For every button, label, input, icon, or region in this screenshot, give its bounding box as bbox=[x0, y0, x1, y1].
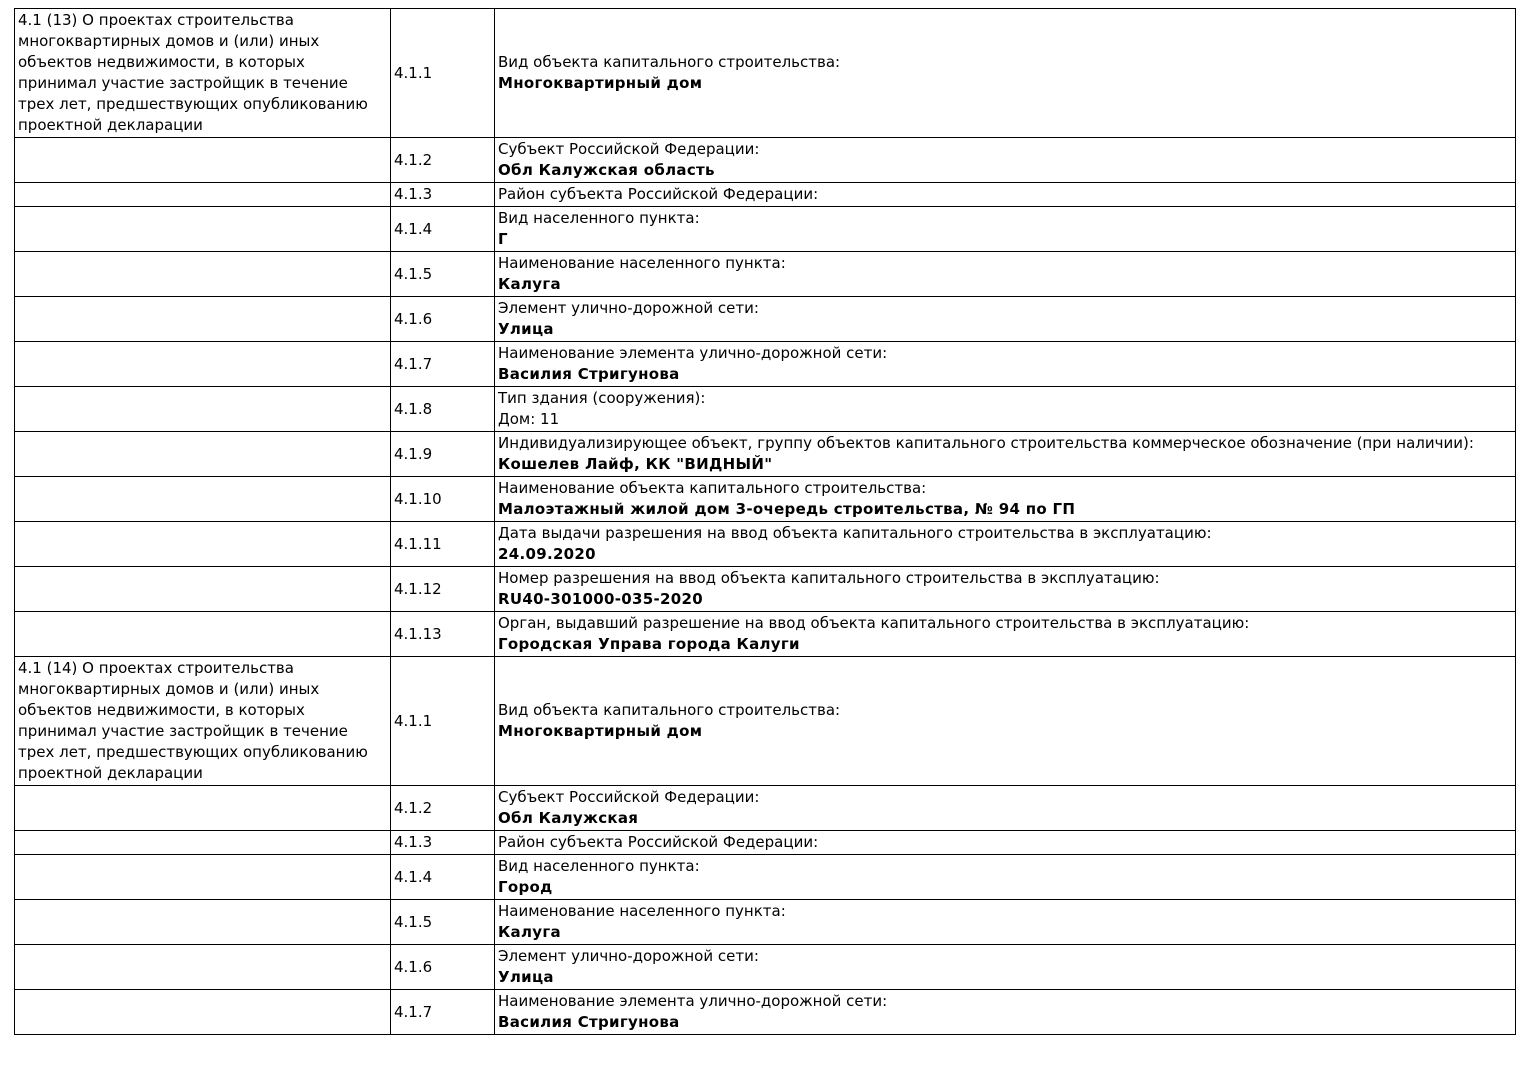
row-field-cell bbox=[495, 138, 1516, 183]
field-label: Вид населенного пункта: bbox=[498, 209, 700, 227]
row-number: 4.1.9 bbox=[391, 432, 495, 477]
field-value: Кошелев Лайф, КК "ВИДНЫЙ" bbox=[498, 455, 773, 473]
field-label: Вид объекта капитального строительства: bbox=[498, 53, 841, 71]
row-number: 4.1.12 bbox=[391, 567, 495, 612]
field-label: Орган, выдавший разрешение на ввод объекта капитального строительства в эксплуатацию: bbox=[498, 614, 1250, 632]
row-field-cell bbox=[495, 297, 1516, 342]
field-value: Малоэтажный жилой дом 3-очередь строительства, № 94 по ГП bbox=[498, 500, 1076, 518]
project-declaration-table bbox=[14, 8, 1516, 1035]
table-row bbox=[15, 387, 1516, 432]
section-description-empty-cell bbox=[15, 900, 391, 945]
table-row bbox=[15, 786, 1516, 831]
row-field-cell bbox=[495, 252, 1516, 297]
section-description: 4.1 (13) О проектах строительства многоквартирных домов и (или) иных объектов недвижимости, в которых принимал участие застройщик в течение трех лет, предшествующих опубликованию проектной декларации bbox=[15, 9, 391, 138]
row-number: 4.1.5 bbox=[391, 900, 495, 945]
row-number: 4.1.4 bbox=[391, 207, 495, 252]
field-label: Наименование объекта капитального строительства: bbox=[498, 479, 927, 497]
section-description-empty-cell bbox=[15, 297, 391, 342]
section-description-empty-cell bbox=[15, 522, 391, 567]
row-field-cell bbox=[495, 831, 1516, 855]
table-row bbox=[15, 831, 1516, 855]
field-value: Многоквартирный дом bbox=[498, 722, 703, 740]
table-row bbox=[15, 342, 1516, 387]
row-number: 4.1.1 bbox=[391, 657, 495, 786]
table-row bbox=[15, 183, 1516, 207]
row-field-cell bbox=[495, 900, 1516, 945]
section-description-empty-cell bbox=[15, 945, 391, 990]
row-number: 4.1.2 bbox=[391, 138, 495, 183]
section-description-empty-cell bbox=[15, 567, 391, 612]
section-description-empty-cell bbox=[15, 342, 391, 387]
field-value: RU40-301000-035-2020 bbox=[498, 590, 703, 608]
row-field-cell bbox=[495, 990, 1516, 1035]
row-field-cell bbox=[495, 945, 1516, 990]
table-row bbox=[15, 657, 1516, 786]
table-row bbox=[15, 990, 1516, 1035]
field-value: Дом: 11 bbox=[498, 410, 560, 428]
table-row bbox=[15, 855, 1516, 900]
row-field-cell bbox=[495, 612, 1516, 657]
row-field-cell bbox=[495, 183, 1516, 207]
field-value: Василия Стригунова bbox=[498, 365, 680, 383]
field-label: Элемент улично-дорожной сети: bbox=[498, 299, 759, 317]
row-number: 4.1.13 bbox=[391, 612, 495, 657]
row-number: 4.1.5 bbox=[391, 252, 495, 297]
table-row bbox=[15, 252, 1516, 297]
field-label: Элемент улично-дорожной сети: bbox=[498, 947, 759, 965]
field-label: Наименование элемента улично-дорожной сети: bbox=[498, 992, 888, 1010]
section-description: 4.1 (14) О проектах строительства многоквартирных домов и (или) иных объектов недвижимости, в которых принимал участие застройщик в течение трех лет, предшествующих опубликованию проектной декларации bbox=[15, 657, 391, 786]
field-value: Г bbox=[498, 230, 508, 248]
field-value: Улица bbox=[498, 320, 554, 338]
field-label: Дата выдачи разрешения на ввод объекта капитального строительства в эксплуатацию: bbox=[498, 524, 1212, 542]
table-row bbox=[15, 138, 1516, 183]
row-number: 4.1.11 bbox=[391, 522, 495, 567]
field-value: Многоквартирный дом bbox=[498, 74, 703, 92]
field-label: Тип здания (сооружения): bbox=[498, 389, 706, 407]
field-value: Город bbox=[498, 878, 553, 896]
row-field-cell bbox=[495, 207, 1516, 252]
row-field-cell bbox=[495, 9, 1516, 138]
row-number: 4.1.3 bbox=[391, 831, 495, 855]
section-description-empty-cell bbox=[15, 207, 391, 252]
row-number: 4.1.7 bbox=[391, 990, 495, 1035]
section-description-empty-cell bbox=[15, 477, 391, 522]
row-number: 4.1.10 bbox=[391, 477, 495, 522]
field-label: Субъект Российской Федерации: bbox=[498, 788, 760, 806]
field-label: Район субъекта Российской Федерации: bbox=[498, 833, 819, 851]
table-body bbox=[15, 9, 1516, 1035]
section-description-empty-cell bbox=[15, 855, 391, 900]
row-field-cell bbox=[495, 432, 1516, 477]
row-field-cell bbox=[495, 657, 1516, 786]
section-description-empty-cell bbox=[15, 612, 391, 657]
section-description-empty-cell bbox=[15, 183, 391, 207]
field-value: Городская Управа города Калуги bbox=[498, 635, 800, 653]
field-value: Василия Стригунова bbox=[498, 1013, 680, 1031]
field-label: Вид населенного пункта: bbox=[498, 857, 700, 875]
section-description-empty-cell bbox=[15, 387, 391, 432]
field-value: Обл Калужская область bbox=[498, 161, 715, 179]
row-field-cell bbox=[495, 477, 1516, 522]
row-number: 4.1.7 bbox=[391, 342, 495, 387]
field-value: Калуга bbox=[498, 275, 561, 293]
table-row bbox=[15, 297, 1516, 342]
field-label: Вид объекта капитального строительства: bbox=[498, 701, 841, 719]
row-field-cell bbox=[495, 855, 1516, 900]
field-value: Улица bbox=[498, 968, 554, 986]
field-label: Индивидуализирующее объект, группу объектов капитального строительства коммерческое обозначение (при наличии): bbox=[498, 434, 1474, 452]
field-label: Наименование элемента улично-дорожной сети: bbox=[498, 344, 888, 362]
row-field-cell bbox=[495, 387, 1516, 432]
table-row bbox=[15, 612, 1516, 657]
row-number: 4.1.4 bbox=[391, 855, 495, 900]
table-row bbox=[15, 900, 1516, 945]
field-label: Район субъекта Российской Федерации: bbox=[498, 185, 819, 203]
row-number: 4.1.6 bbox=[391, 945, 495, 990]
row-field-cell bbox=[495, 786, 1516, 831]
field-label: Наименование населенного пункта: bbox=[498, 902, 786, 920]
row-field-cell bbox=[495, 342, 1516, 387]
field-value: Обл Калужская bbox=[498, 809, 639, 827]
row-field-cell bbox=[495, 522, 1516, 567]
field-label: Наименование населенного пункта: bbox=[498, 254, 786, 272]
table-row bbox=[15, 207, 1516, 252]
section-description-empty-cell bbox=[15, 831, 391, 855]
field-value: 24.09.2020 bbox=[498, 545, 596, 563]
row-number: 4.1.2 bbox=[391, 786, 495, 831]
section-description-empty-cell bbox=[15, 138, 391, 183]
section-description-empty-cell bbox=[15, 432, 391, 477]
row-field-cell bbox=[495, 567, 1516, 612]
row-number: 4.1.8 bbox=[391, 387, 495, 432]
section-description-empty-cell bbox=[15, 786, 391, 831]
section-description-empty-cell bbox=[15, 990, 391, 1035]
section-description-empty-cell bbox=[15, 252, 391, 297]
table-row bbox=[15, 567, 1516, 612]
table-row bbox=[15, 432, 1516, 477]
row-number: 4.1.6 bbox=[391, 297, 495, 342]
field-label: Субъект Российской Федерации: bbox=[498, 140, 760, 158]
row-number: 4.1.1 bbox=[391, 9, 495, 138]
table-row bbox=[15, 477, 1516, 522]
field-value: Калуга bbox=[498, 923, 561, 941]
table-row bbox=[15, 522, 1516, 567]
field-label: Номер разрешения на ввод объекта капитального строительства в эксплуатацию: bbox=[498, 569, 1160, 587]
row-number: 4.1.3 bbox=[391, 183, 495, 207]
table-row bbox=[15, 945, 1516, 990]
table-row bbox=[15, 9, 1516, 138]
